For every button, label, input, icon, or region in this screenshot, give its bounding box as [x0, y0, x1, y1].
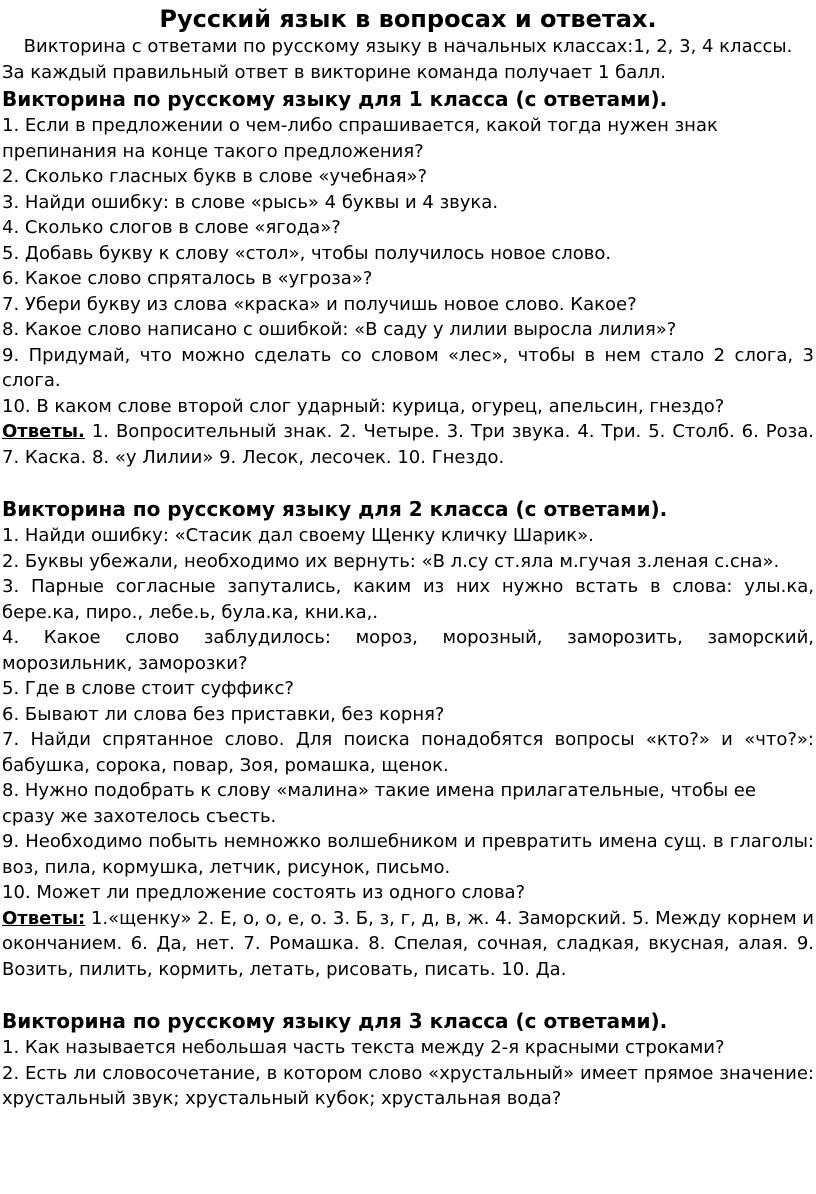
section-heading-grade-3: Викторина по русскому языку для 3 класса (с ответами). — [2, 1009, 668, 1033]
question-item: 1. Если в предложении о чем-либо спрашивается, какой тогда нужен знак препинания на конце такого предложения? — [2, 115, 718, 162]
question-list-grade-2 — [2, 523, 814, 906]
question-item: 5. Где в слове стоит суффикс? — [2, 678, 294, 699]
document-subtitle: Викторина с ответами по русскому языку в начальных классах:1, 2, 3, 4 классы. — [23, 36, 793, 57]
section-spacer — [2, 982, 814, 1007]
answers-label: Ответы: — [2, 907, 86, 929]
answers-text: 1. Вопросительный знак. 2. Четыре. 3. Три звука. 4. Три. 5. Столб. 6. Роза. 7. Каска. 8. «у Лилии» 9. Лесок, лесочек. 10. Гнездо. — [2, 421, 814, 468]
question-item: 10. Может ли предложение состоять из одного слова? — [2, 882, 526, 903]
answers-grade-1 — [2, 419, 814, 470]
question-item: 1. Найди ошибку: «Стасик дал своему Щенку кличку Шарик». — [2, 525, 594, 546]
question-item: 1. Как называется небольшая часть текста между 2-я красными строками? — [2, 1037, 725, 1058]
question-item: 10. В каком слове второй слог ударный: курица, огурец, апельсин, гнездо? — [2, 395, 725, 417]
question-item: 2. Есть ли словосочетание, в котором слово «хрустальный» имеет прямое значение: хрустальный звук; хрустальный кубок; хрустальная вода? — [2, 1062, 814, 1109]
question-item: 4. Какое слово заблудилось: мороз, морозный, заморозить, заморский, морозильник, заморозки? — [2, 627, 814, 674]
question-item: 9. Необходимо побыть немножко волшебником и превратить имена сущ. в глаголы: воз, пила, кормушка, летчик, рисунок, письмо. — [2, 831, 814, 878]
section-spacer — [2, 470, 814, 495]
scoring-intro: За каждый правильный ответ в викторине команда получает 1 балл. — [2, 61, 666, 83]
question-item: 5. Добавь букву к слову «стол», чтобы получилось новое слово. — [2, 242, 612, 264]
question-item: 8. Нужно подобрать к слову «малина» такие имена прилагательные, чтобы ее сразу же захотелось съесть. — [2, 780, 756, 827]
question-item: 2. Буквы убежали, необходимо их вернуть: «В л.су ст.яла м.гучая з.леная с.сна». — [2, 550, 780, 572]
section-heading-grade-2: Викторина по русскому языку для 2 класса (с ответами). — [2, 497, 668, 521]
question-item: 6. Бывают ли слова без приставки, без корня? — [2, 703, 445, 725]
question-item: 7. Убери букву из слова «краска» и получишь новое слово. Какое? — [2, 293, 637, 315]
answers-label: Ответы. — [2, 421, 85, 442]
question-item: 7. Найди спрятанное слово. Для поиска понадобятся вопросы «кто?» и «что?»: бабушка, сорока, повар, Зоя, ромашка, щенок. — [2, 729, 814, 776]
question-item: 9. Придумай, что можно сделать со словом «лес», чтобы в нем стало 2 слога, 3 слога. — [2, 344, 814, 391]
question-item: 6. Какое слово спряталось в «угроза»? — [2, 268, 373, 289]
question-item: 4. Сколько слогов в слове «ягода»? — [2, 217, 341, 238]
question-item: 2. Сколько гласных букв в слове «учебная»? — [2, 166, 428, 187]
answers-grade-2 — [2, 906, 814, 983]
question-item: 3. Найди ошибку: в слове «рысь» 4 буквы и 4 звука. — [2, 191, 499, 213]
section-heading-grade-1: Викторина по русскому языку для 1 класса (с ответами). — [2, 87, 668, 111]
document-title: Русский язык в вопросах и ответах. — [159, 5, 657, 33]
answers-text: 1.«щенку» 2. Е, о, о, е, о. 3. Б, з, г, д, в, ж. 4. Заморский. 5. Между корнем и окончанием. 6. Да, нет. 7. Ромашка. 8. Спелая, сочная, сладкая, вкусная, алая. 9. Возить, пилить, кормить, летать, рисовать, писать. 10. Да. — [2, 907, 814, 980]
question-list-grade-1 — [2, 113, 814, 419]
question-list-grade-3 — [2, 1035, 814, 1112]
question-item: 8. Какое слово написано с ошибкой: «В саду у лилии выросла лилия»? — [2, 319, 677, 340]
question-item: 3. Парные согласные запутались, каким из них нужно встать в слова: улы.ка, бере.ка, пиро., лебе.ь, була.ка, кни.ка,. — [2, 576, 814, 623]
